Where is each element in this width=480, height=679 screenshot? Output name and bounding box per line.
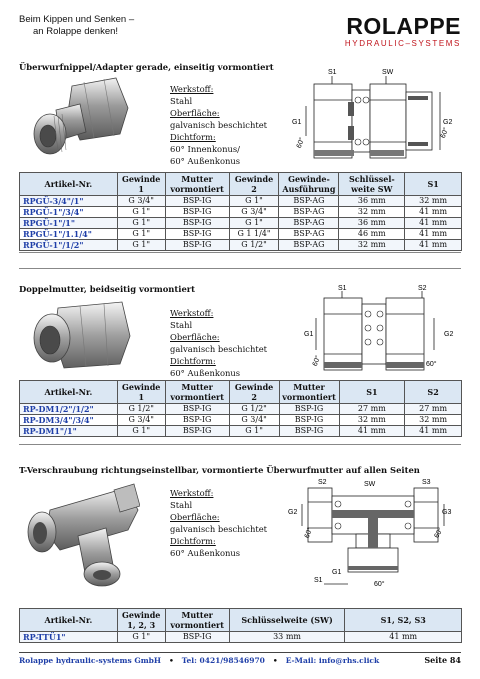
section-3-table bbox=[19, 608, 462, 643]
werkstoff-value: Stahl bbox=[170, 320, 193, 330]
table-cell: BSP-IG bbox=[165, 415, 229, 426]
article-number: RPGÜ-1"/1/2" bbox=[20, 240, 118, 251]
article-number: RPGÜ-1"/3/4" bbox=[20, 207, 118, 218]
t-fitting-technical-drawing bbox=[284, 474, 462, 600]
label-g2: G2 bbox=[288, 509, 298, 516]
col-header: S1, S2, S3 bbox=[345, 609, 462, 632]
footer-email[interactable]: E-Mail: info@rhs.click bbox=[285, 655, 380, 665]
table-cell: G 1" bbox=[229, 218, 279, 229]
table-cell: BSP-IG bbox=[279, 404, 339, 415]
t-fitting-image bbox=[22, 480, 140, 592]
label-angle-2: 60° bbox=[433, 526, 445, 540]
oberflaeche-value: galvanisch beschichtet bbox=[170, 344, 268, 354]
col-header: Gewinde 1 bbox=[117, 173, 165, 196]
table-header-row bbox=[20, 381, 462, 404]
col-header: Gewinde 2 bbox=[229, 381, 279, 404]
label-s2: S2 bbox=[318, 479, 327, 486]
table-cell: G 1/2" bbox=[229, 404, 279, 415]
werkstoff-value: Stahl bbox=[170, 96, 193, 106]
table-cell: 41 mm bbox=[345, 632, 462, 643]
col-header: Gewinde 1, 2, 3 bbox=[117, 609, 165, 632]
werkstoff-label: Werkstoff: bbox=[170, 84, 214, 94]
table-cell: 41 mm bbox=[405, 229, 462, 240]
label-g2: G2 bbox=[444, 331, 454, 338]
divider bbox=[19, 268, 461, 269]
oberflaeche-value: galvanisch beschichtet bbox=[170, 120, 268, 130]
footer-phone: Tel: 0421/98546970 bbox=[181, 655, 265, 665]
table-cell: BSP-IG bbox=[165, 404, 229, 415]
table-cell: BSP-IG bbox=[279, 415, 339, 426]
oberflaeche-label: Oberfläche: bbox=[170, 108, 220, 118]
table-cell: BSP-IG bbox=[165, 229, 229, 240]
table-cell: 41 mm bbox=[405, 240, 462, 251]
table-cell: BSP-AG bbox=[279, 229, 339, 240]
table-cell: 33 mm bbox=[229, 632, 345, 643]
article-number: RP-DM3/4"/3/4" bbox=[20, 415, 118, 426]
table-cell: G 1" bbox=[117, 632, 165, 643]
table-cell: 41 mm bbox=[405, 426, 462, 437]
label-s2: S2 bbox=[418, 285, 427, 292]
label-g2: G2 bbox=[443, 119, 453, 126]
table-cell: BSP-IG bbox=[165, 426, 229, 437]
col-header: Artikel-Nr. bbox=[20, 609, 118, 632]
table-row bbox=[20, 229, 462, 240]
table-cell: G 1" bbox=[117, 218, 165, 229]
werkstoff-value: Stahl bbox=[170, 500, 193, 510]
werkstoff-label: Werkstoff: bbox=[170, 488, 214, 498]
table-cell: G 1/2" bbox=[117, 404, 165, 415]
dichtform-value-2: 60° Außenkonus bbox=[170, 156, 241, 166]
table-cell: 46 mm bbox=[339, 229, 405, 240]
col-header: Mutter vormontiert bbox=[165, 173, 229, 196]
table-cell: BSP-IG bbox=[165, 632, 229, 643]
label-angle-1: 60° bbox=[295, 136, 307, 150]
label-sw: SW bbox=[364, 481, 376, 488]
label-angle-3: 60° bbox=[374, 581, 385, 588]
dichtform-value-1: 60° Außenkonus bbox=[170, 548, 241, 558]
label-g1: G1 bbox=[292, 119, 302, 126]
logo-sub-text: HYDRAULIC–SYSTEMS bbox=[344, 39, 461, 48]
col-header: Artikel-Nr. bbox=[20, 381, 118, 404]
oberflaeche-label: Oberfläche: bbox=[170, 332, 220, 342]
footer-company: Rolappe hydraulic-systems GmbH bbox=[19, 655, 161, 665]
col-header: Mutter vormontiert bbox=[165, 609, 229, 632]
article-number: RPGÜ-3/4"/1" bbox=[20, 196, 118, 207]
section-2-table bbox=[19, 380, 462, 437]
label-s1: S1 bbox=[338, 285, 347, 292]
page-footer bbox=[19, 655, 461, 665]
label-g1: G1 bbox=[304, 331, 314, 338]
article-number: RPGÜ-1"/1.1/4" bbox=[20, 229, 118, 240]
section-3-rows bbox=[20, 632, 462, 643]
label-sw: SW bbox=[382, 69, 394, 76]
divider bbox=[19, 444, 461, 445]
col-header: Schlüssel-weite SW bbox=[339, 173, 405, 196]
table-cell: BSP-AG bbox=[279, 240, 339, 251]
table-cell: 41 mm bbox=[405, 218, 462, 229]
section-2-rows bbox=[20, 404, 462, 437]
table-cell: 36 mm bbox=[339, 196, 405, 207]
adapter-fitting-image bbox=[24, 74, 134, 164]
table-cell: G 3/4" bbox=[229, 207, 279, 218]
col-header: Gewinde 2 bbox=[229, 173, 279, 196]
double-nut-technical-drawing bbox=[290, 282, 460, 382]
werkstoff-label: Werkstoff: bbox=[170, 308, 214, 318]
dichtform-value-1: 60° Innenkonus/ bbox=[170, 144, 240, 154]
table-cell: BSP-IG bbox=[165, 218, 229, 229]
table-cell: BSP-AG bbox=[279, 218, 339, 229]
footer-separator: • bbox=[272, 655, 278, 665]
double-nut-image bbox=[28, 296, 132, 374]
section-1-rows bbox=[20, 196, 462, 251]
label-g1: G1 bbox=[332, 569, 342, 576]
article-number: RP-DM1/2"/1/2" bbox=[20, 404, 118, 415]
col-header: S1 bbox=[339, 381, 405, 404]
table-cell: 41 mm bbox=[339, 426, 405, 437]
footer-divider bbox=[19, 652, 461, 653]
table-cell: 27 mm bbox=[339, 404, 405, 415]
col-header: Artikel-Nr. bbox=[20, 173, 118, 196]
oberflaeche-value: galvanisch beschichtet bbox=[170, 524, 268, 534]
article-number: RPGÜ-1"/1" bbox=[20, 218, 118, 229]
table-cell: 32 mm bbox=[339, 207, 405, 218]
table-cell: BSP-IG bbox=[165, 207, 229, 218]
table-cell: G 1/2" bbox=[229, 240, 279, 251]
header-slogan bbox=[19, 14, 134, 38]
table-row bbox=[20, 240, 462, 251]
table-cell: 41 mm bbox=[405, 207, 462, 218]
col-header: Gewinde 1 bbox=[117, 381, 165, 404]
page-number: Seite 84 bbox=[424, 655, 461, 665]
col-header: Mutter vormontiert bbox=[279, 381, 339, 404]
label-angle-2: 60° bbox=[426, 361, 437, 368]
label-s1: S1 bbox=[314, 577, 323, 584]
label-angle-2: 60° bbox=[439, 126, 451, 140]
section-1-title: Überwurfnippel/Adapter gerade, einseitig vormontiert bbox=[19, 62, 274, 72]
col-header: S1 bbox=[405, 173, 462, 196]
table-cell: G 1" bbox=[117, 426, 165, 437]
table-row bbox=[20, 196, 462, 207]
table-cell: G 3/4" bbox=[117, 415, 165, 426]
col-header: S2 bbox=[405, 381, 462, 404]
label-s3: S3 bbox=[422, 479, 431, 486]
table-cell: G 3/4" bbox=[117, 196, 165, 207]
label-g3: G3 bbox=[442, 509, 452, 516]
table-cell: G 1 1/4" bbox=[229, 229, 279, 240]
section-1-spec bbox=[170, 83, 267, 167]
table-cell: 36 mm bbox=[339, 218, 405, 229]
table-row bbox=[20, 404, 462, 415]
table-cell: 27 mm bbox=[405, 404, 462, 415]
brand-logo bbox=[345, 14, 461, 49]
divider bbox=[19, 252, 461, 253]
col-header: Gewinde-Ausführung bbox=[279, 173, 339, 196]
table-cell: G 1" bbox=[229, 426, 279, 437]
dichtform-label: Dichtform: bbox=[170, 132, 216, 142]
article-number: RP-DM1"/1" bbox=[20, 426, 118, 437]
table-row bbox=[20, 207, 462, 218]
adapter-technical-drawing bbox=[290, 66, 460, 170]
table-cell: BSP-IG bbox=[165, 196, 229, 207]
logo-main-text: ROLAPPE bbox=[346, 13, 461, 39]
dichtform-value-1: 60° Außenkonus bbox=[170, 368, 241, 378]
table-cell: 32 mm bbox=[405, 196, 462, 207]
footer-separator: • bbox=[169, 655, 174, 665]
dichtform-label: Dichtform: bbox=[170, 536, 216, 546]
table-cell: G 1" bbox=[117, 229, 165, 240]
table-cell: G 3/4" bbox=[229, 415, 279, 426]
label-angle-1: 60° bbox=[311, 354, 323, 368]
table-cell: BSP-AG bbox=[279, 196, 339, 207]
table-row bbox=[20, 426, 462, 437]
dichtform-label: Dichtform: bbox=[170, 356, 216, 366]
table-row bbox=[20, 632, 462, 643]
label-s1: S1 bbox=[328, 69, 337, 76]
col-header: Schlüsselweite (SW) bbox=[229, 609, 345, 632]
section-3-spec bbox=[170, 487, 267, 559]
article-number: RP-TTÜ1" bbox=[20, 632, 118, 643]
table-row bbox=[20, 415, 462, 426]
section-3-title: T-Verschraubung richtungseinstellbar, vormontierte Überwurfmutter auf allen Seiten bbox=[19, 465, 420, 475]
table-cell: BSP-IG bbox=[165, 240, 229, 251]
table-row bbox=[20, 218, 462, 229]
label-angle-1: 60° bbox=[303, 526, 315, 540]
oberflaeche-label: Oberfläche: bbox=[170, 512, 220, 522]
table-cell: 32 mm bbox=[405, 415, 462, 426]
table-cell: 32 mm bbox=[339, 415, 405, 426]
table-cell: BSP-IG bbox=[279, 426, 339, 437]
section-2-spec bbox=[170, 307, 267, 379]
table-cell: 32 mm bbox=[339, 240, 405, 251]
table-cell: G 1" bbox=[117, 207, 165, 218]
slogan-line-2: an Rolappe denken! bbox=[33, 26, 119, 37]
table-cell: G 1" bbox=[117, 240, 165, 251]
slogan-line-1: Beim Kippen und Senken – bbox=[19, 14, 135, 25]
section-2-title: Doppelmutter, beidseitig vormontiert bbox=[19, 284, 196, 294]
table-header-row bbox=[20, 609, 462, 632]
col-header: Mutter vormontiert bbox=[165, 381, 229, 404]
table-cell: G 1" bbox=[229, 196, 279, 207]
table-header-row bbox=[20, 173, 462, 196]
table-cell: BSP-AG bbox=[279, 207, 339, 218]
section-1-table bbox=[19, 172, 462, 251]
